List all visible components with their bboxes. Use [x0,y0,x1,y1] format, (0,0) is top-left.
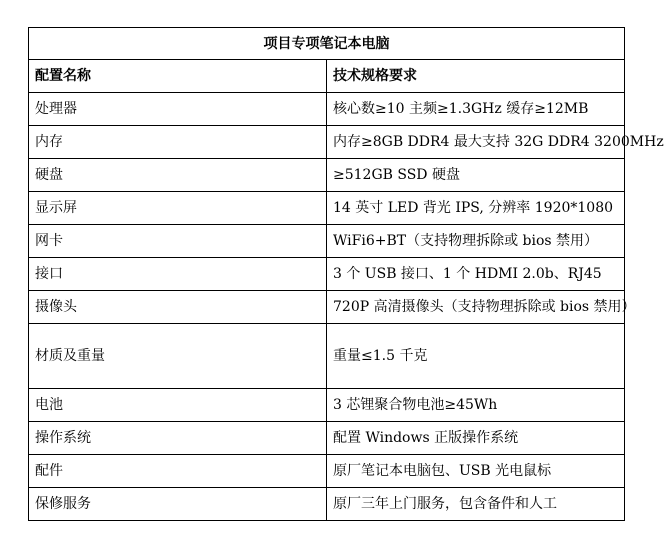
row-name: 保修服务 [29,488,327,521]
row-name: 材质及重量 [29,324,327,389]
row-spec: 3 芯锂聚合物电池≥45Wh [327,389,625,422]
row-spec: WiFi6+BT（支持物理拆除或 bios 禁用） [327,225,625,258]
table-row [29,455,625,488]
row-spec: 3 个 USB 接口、1 个 HDMI 2.0b、RJ45 [327,258,625,291]
table-row [29,422,625,455]
row-name: 配件 [29,455,327,488]
header-config-name: 配置名称 [29,60,327,93]
row-name: 硬盘 [29,159,327,192]
table-row [29,159,625,192]
row-name: 处理器 [29,93,327,126]
table-row [29,225,625,258]
table-row [29,126,625,159]
table-title-row [29,28,625,60]
table-row [29,258,625,291]
row-spec: 核心数≥10 主频≥1.3GHz 缓存≥12MB [327,93,625,126]
row-name: 接口 [29,258,327,291]
table-row [29,291,625,324]
row-spec: 内存≥8GB DDR4 最大支持 32G DDR4 3200MHz [327,126,625,159]
row-name: 电池 [29,389,327,422]
table-header-row [29,60,625,93]
row-spec: 原厂三年上门服务，包含备件和人工 [327,488,625,521]
row-name: 摄像头 [29,291,327,324]
row-spec: 14 英寸 LED 背光 IPS, 分辨率 1920*1080 [327,192,625,225]
row-name: 操作系统 [29,422,327,455]
row-spec: ≥512GB SSD 硬盘 [327,159,625,192]
table-title: 项目专项笔记本电脑 [29,28,625,60]
header-spec: 技术规格要求 [327,60,625,93]
table-row [29,389,625,422]
row-spec: 原厂笔记本电脑包、USB 光电鼠标 [327,455,625,488]
table-row [29,93,625,126]
table-row [29,488,625,521]
row-name: 内存 [29,126,327,159]
row-spec: 720P 高清摄像头（支持物理拆除或 bios 禁用） [327,291,625,324]
row-name: 显示屏 [29,192,327,225]
spec-table [28,27,664,521]
table-row [29,324,625,389]
row-name: 网卡 [29,225,327,258]
row-spec: 配置 Windows 正版操作系统 [327,422,625,455]
table-row [29,192,625,225]
row-spec: 重量≤1.5 千克 [327,324,625,389]
